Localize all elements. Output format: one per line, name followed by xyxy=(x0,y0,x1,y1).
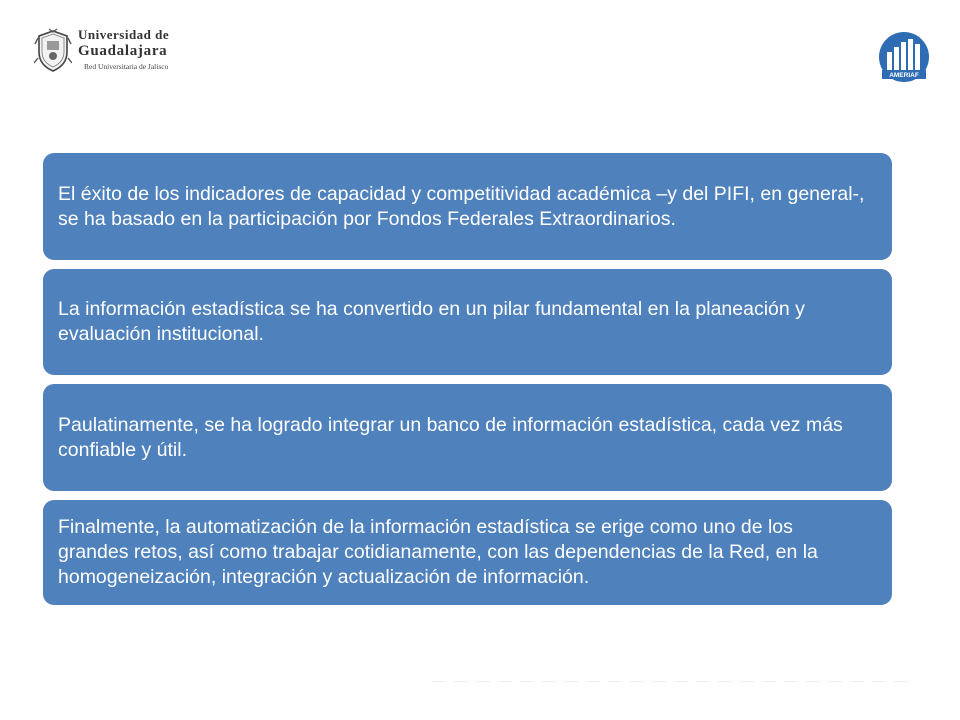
footer-artifact-line xyxy=(432,681,912,682)
university-seal-icon xyxy=(34,28,72,74)
content-box-text: Finalmente, la automatización de la información estadística se erige como uno de los grandes retos, así como trabajar cotidianamente, con las dependencias de la Red, en la homogeneización, integración y actualización de información. xyxy=(58,516,818,588)
content-box xyxy=(43,500,892,605)
content-box xyxy=(43,384,892,491)
content-box-text: Paulatinamente, se ha logrado integrar un banco de información estadística, cada vez más confiable y útil. xyxy=(58,413,843,461)
university-name-line1: Universidad de xyxy=(78,27,170,42)
content-box-text: El éxito de los indicadores de capacidad y competitividad académica –y del PIFI, en general-, se ha basado en la participación por Fondos Federales Extraordinarios. xyxy=(58,182,865,230)
content-box xyxy=(43,269,892,375)
university-network-label: Red Universitaria de Jalisco xyxy=(84,62,169,71)
university-name xyxy=(78,28,169,71)
ameriaf-logo xyxy=(876,30,932,86)
university-logo xyxy=(34,26,184,78)
university-name-line2: Guadalajara xyxy=(78,43,168,59)
ameriaf-logo-text: AMERIAF xyxy=(889,72,919,79)
content-box xyxy=(43,153,892,260)
content-box-text: La información estadística se ha convertido en un pilar fundamental en la planeación y evaluación institucional. xyxy=(58,298,805,345)
